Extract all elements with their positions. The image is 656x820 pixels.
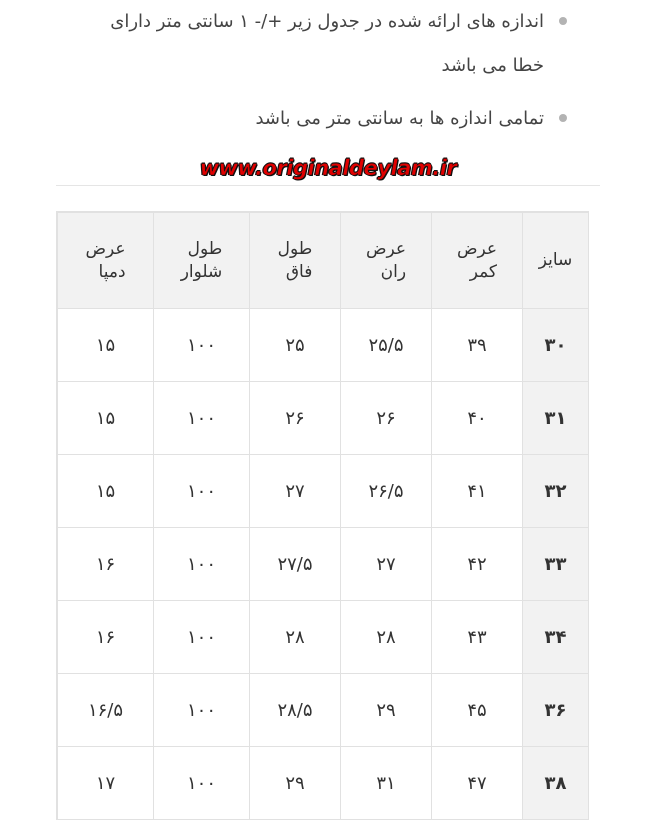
table-row: [58, 747, 589, 820]
cell-rise-length: ۲۹: [250, 747, 341, 820]
cell-pants-length: ۱۰۰: [154, 382, 250, 455]
note-item: [56, 0, 600, 88]
cell-thigh-width: ۲۹: [341, 674, 432, 747]
cell-hem-width: ۱۵: [58, 382, 154, 455]
bullet-icon: [559, 114, 567, 122]
header-thigh-width: عرض ران: [341, 213, 432, 309]
cell-waist-width: ۴۷: [432, 747, 523, 820]
cell-size: ۳۶: [523, 674, 589, 747]
cell-rise-length: ۲۶: [250, 382, 341, 455]
cell-thigh-width: ۲۶: [341, 382, 432, 455]
divider: [56, 185, 600, 186]
table-row: [58, 455, 589, 528]
cell-thigh-width: ۳۱: [341, 747, 432, 820]
cell-waist-width: ۴۰: [432, 382, 523, 455]
header-size: سایز: [523, 213, 589, 309]
size-table: [57, 212, 589, 820]
cell-pants-length: ۱۰۰: [154, 455, 250, 528]
header-rise-length: طول فاق: [250, 213, 341, 309]
table-header-row: [58, 213, 589, 309]
bullet-icon: [559, 17, 567, 25]
table-row: [58, 528, 589, 601]
cell-waist-width: ۴۲: [432, 528, 523, 601]
cell-rise-length: ۲۸/۵: [250, 674, 341, 747]
cell-waist-width: ۴۱: [432, 455, 523, 528]
header-waist-width: عرض کمر: [432, 213, 523, 309]
cell-hem-width: ۱۵: [58, 309, 154, 382]
notes-list: [56, 0, 600, 141]
cell-rise-length: ۲۷: [250, 455, 341, 528]
cell-size: ۳۱: [523, 382, 589, 455]
cell-size: ۳۲: [523, 455, 589, 528]
cell-hem-width: ۱۶: [58, 601, 154, 674]
cell-hem-width: ۱۷: [58, 747, 154, 820]
header-pants-length: طول شلوار: [154, 213, 250, 309]
table-row: [58, 382, 589, 455]
cell-pants-length: ۱۰۰: [154, 309, 250, 382]
cell-thigh-width: ۲۸: [341, 601, 432, 674]
cell-pants-length: ۱۰۰: [154, 528, 250, 601]
cell-hem-width: ۱۵: [58, 455, 154, 528]
cell-pants-length: ۱۰۰: [154, 674, 250, 747]
cell-rise-length: ۲۵: [250, 309, 341, 382]
note-item: [56, 97, 600, 141]
note-text: اندازه های ارائه شده در جدول زیر +/- ۱ سانتی متر دارای خطا می باشد: [110, 11, 544, 76]
note-text: تمامی اندازه ها به سانتی متر می باشد: [255, 108, 544, 129]
table-row: [58, 674, 589, 747]
cell-waist-width: ۳۹: [432, 309, 523, 382]
cell-hem-width: ۱۶: [58, 528, 154, 601]
cell-waist-width: ۴۵: [432, 674, 523, 747]
cell-size: ۳۳: [523, 528, 589, 601]
table-row: [58, 309, 589, 382]
cell-hem-width: ۱۶/۵: [58, 674, 154, 747]
cell-thigh-width: ۲۶/۵: [341, 455, 432, 528]
cell-size: ۳۴: [523, 601, 589, 674]
cell-thigh-width: ۲۷: [341, 528, 432, 601]
cell-thigh-width: ۲۵/۵: [341, 309, 432, 382]
watermark-text: www.originaldeylam.ir: [199, 156, 457, 180]
size-table-container: [56, 211, 589, 820]
cell-waist-width: ۴۳: [432, 601, 523, 674]
cell-rise-length: ۲۸: [250, 601, 341, 674]
cell-pants-length: ۱۰۰: [154, 601, 250, 674]
cell-rise-length: ۲۷/۵: [250, 528, 341, 601]
cell-size: ۳۰: [523, 309, 589, 382]
cell-size: ۳۸: [523, 747, 589, 820]
table-row: [58, 601, 589, 674]
header-hem-width: عرض دمپا: [58, 213, 154, 309]
cell-pants-length: ۱۰۰: [154, 747, 250, 820]
